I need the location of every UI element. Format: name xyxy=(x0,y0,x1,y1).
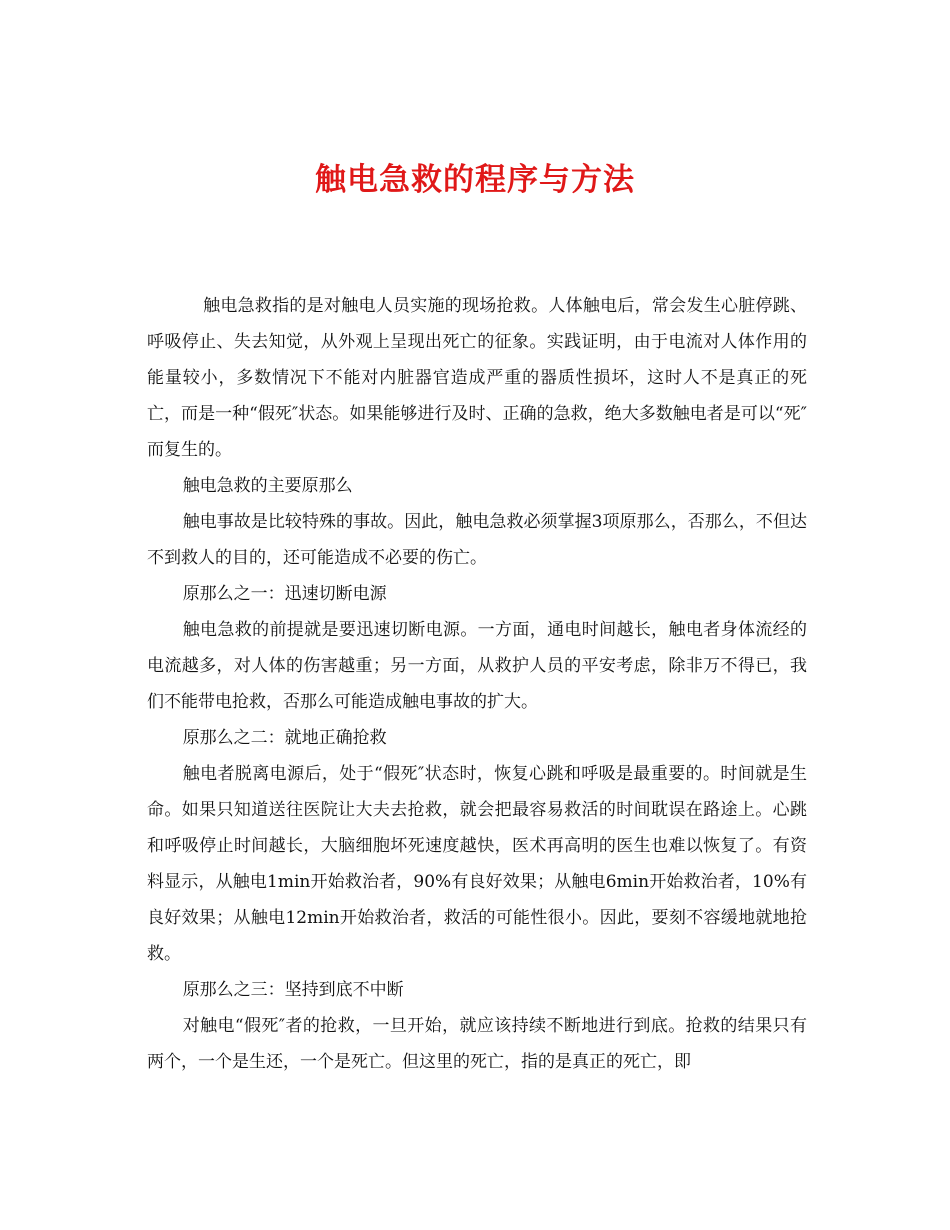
paragraph-principle-1: 触电急救的前提就是要迅速切断电源。一方面，通电时间越长，触电者身体流经的电流越多，对人体的伤害越重；另一方面，从救护人员的平安考虑，除非万不得已，我们不能带电抢救，否那么可能造成触电事故的扩大。 xyxy=(147,620,807,712)
paragraph-principle-3: 对触电“假死″者的抢救，一旦开始，就应该持续不断地进行到底。抢救的结果只有两个，一个是生还，一个是死亡。但这里的死亡，指的是真正的死亡，即 xyxy=(147,1016,807,1072)
page-title: 触电急救的程序与方法 xyxy=(315,161,635,198)
section-heading-principles: 触电急救的主要原那么 xyxy=(182,476,353,496)
paragraph-intro: 触电急救指的是对触电人员实施的现场抢救。人体触电后，常会发生心脏停跳、呼吸停止、失去知觉，从外观上呈现出死亡的征象。实践证明，由于电流对人体作用的能量较小，多数情况下不能对内脏器官造成严重的器质性损坏，这时人不是真正的死亡，而是一种“假死″状态。如果能够进行及时、正确的急救，绝大多数触电者是可以“死″而复生的。 xyxy=(147,296,807,460)
section-heading-principle-2: 原那么之二：就地正确抢救 xyxy=(182,728,387,748)
section-heading-principle-1: 原那么之一：迅速切断电源 xyxy=(182,584,387,604)
document-body xyxy=(147,288,807,1080)
paragraph-principles: 触电事故是比较特殊的事故。因此，触电急救必须掌握3项原那么，否那么，不但达不到救人的目的，还可能造成不必要的伤亡。 xyxy=(147,512,807,568)
paragraph-principle-2: 触电者脱离电源后，处于“假死″状态时，恢复心跳和呼吸是最重要的。时间就是生命。如果只知道送往医院让大夫去抢救，就会把最容易救活的时间耽误在路途上。心跳和呼吸停止时间越长，大脑细胞坏死速度越快，医术再高明的医生也难以恢复了。有资料显示，从触电1min开始救治者，90%有良好效果；从触电6min开始救治者，10%有良好效果；从触电12min开始救治者，救活的可能性很小。因此，要刻不容缓地就地抢救。 xyxy=(147,764,807,964)
section-heading-principle-3: 原那么之三：坚持到底不中断 xyxy=(182,980,404,1000)
